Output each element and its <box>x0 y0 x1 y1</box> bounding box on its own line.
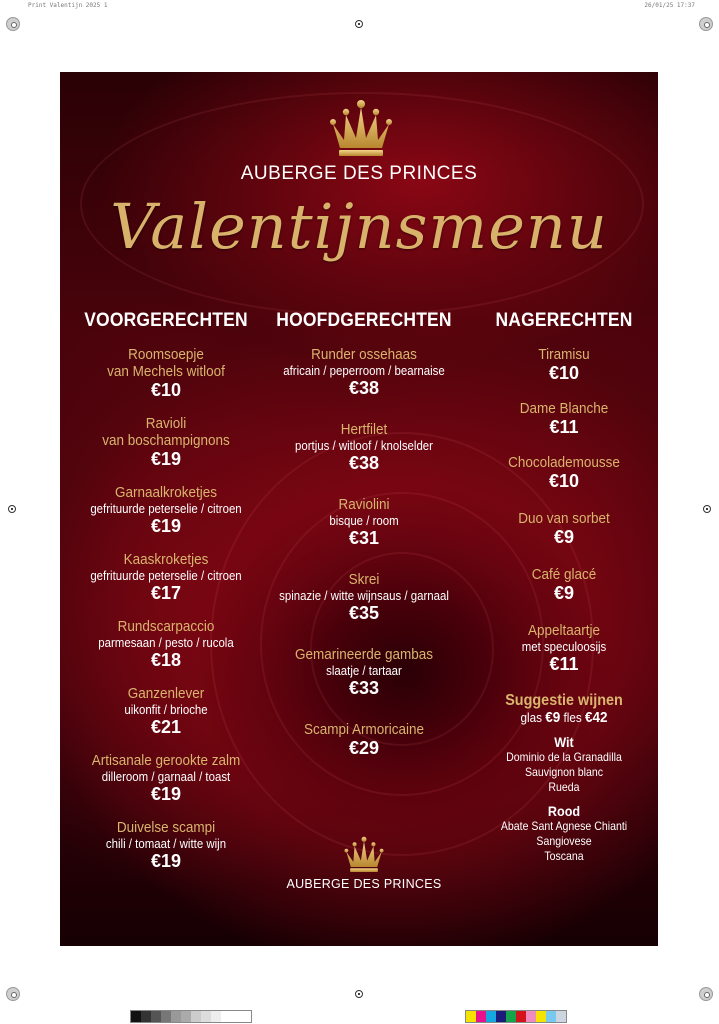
item-price: €11 <box>549 417 579 437</box>
page-title: Valentijnsmenu <box>110 190 608 263</box>
item-price: €10 <box>150 380 182 400</box>
menu-item <box>68 484 264 537</box>
menu-item <box>260 646 468 699</box>
item-price: €19 <box>150 784 182 804</box>
crop-dot-top <box>355 20 363 28</box>
wine-suggestion <box>464 691 658 864</box>
item-description: gefrituurde peterselie / citroen <box>90 501 242 516</box>
item-name: Scampi Armoricaine <box>303 721 425 738</box>
item-name: Runder ossehaas <box>311 346 417 363</box>
menu-item <box>260 721 468 759</box>
glass-price: €9 <box>545 709 561 726</box>
crop-dot-bottom <box>355 990 363 998</box>
menu-item <box>68 551 264 604</box>
column-voorgerechten <box>68 310 264 886</box>
crop-dot-right <box>703 505 711 513</box>
menu-item <box>464 566 658 604</box>
item-price: €11 <box>549 654 579 674</box>
wine-suggestion-title: Suggestie wijnen <box>505 692 623 709</box>
white-wine-line: Sauvignon blanc <box>524 765 604 779</box>
crop-dot-left <box>8 505 16 513</box>
white-wine-line: Dominio de la Granadilla <box>506 750 622 764</box>
item-description: slaatje / tartaar <box>326 663 402 678</box>
item-description: uikonfit / brioche <box>124 702 208 717</box>
item-price: €9 <box>553 583 575 603</box>
item-name: Duo van sorbet <box>518 510 610 527</box>
white-wine-line: Rueda <box>548 780 580 794</box>
item-name: Garnaalkroketjes <box>114 484 218 501</box>
item-name: Tiramisu <box>538 346 590 363</box>
item-price: €19 <box>150 449 182 469</box>
item-price: €19 <box>150 851 182 871</box>
brand-name-bottom: AUBERGE DES PRINCES <box>286 877 442 891</box>
menu-item <box>260 421 468 474</box>
menu-poster <box>60 72 658 946</box>
item-name: Artisanale gerookte zalm <box>91 752 241 769</box>
item-price: €10 <box>548 363 580 383</box>
item-name: Raviolini <box>338 496 390 513</box>
item-price: €9 <box>553 527 575 547</box>
crown-icon <box>326 98 396 160</box>
registration-mark-bottom-right <box>699 987 713 1001</box>
item-price: €38 <box>348 453 380 473</box>
item-name: Ganzenlever <box>127 685 205 702</box>
column-nagerechten <box>464 310 658 864</box>
red-wine-label: Rood <box>547 803 581 819</box>
item-name: Skrei <box>348 571 380 588</box>
item-name-line2: van boschampignons <box>102 432 230 449</box>
item-description: chili / tomaat / witte wijn <box>105 836 227 851</box>
item-price: €19 <box>150 516 182 536</box>
menu-item <box>464 510 658 548</box>
item-name: Hertfilet <box>340 421 388 438</box>
red-wine-line: Abate Sant Agnese Chianti <box>500 819 628 833</box>
menu-item <box>68 346 264 401</box>
menu-item <box>68 819 264 872</box>
glass-label: glas <box>520 710 542 725</box>
item-description: met speculoosijs <box>521 639 607 654</box>
item-name: Chocolademousse <box>508 454 620 471</box>
item-description: spinazie / witte wijnsaus / garnaal <box>279 588 449 603</box>
item-price: €21 <box>150 717 182 737</box>
item-price: €17 <box>150 583 182 603</box>
menu-item <box>464 454 658 492</box>
red-wine-line: Sangiovese <box>536 834 592 848</box>
item-name: Kaaskroketjes <box>123 551 209 568</box>
item-price: €10 <box>548 471 580 491</box>
registration-mark-top-right <box>699 17 713 31</box>
item-description: parmesaan / pesto / rucola <box>98 635 234 650</box>
item-description: gefrituurde peterselie / citroen <box>90 568 242 583</box>
crown-icon <box>342 835 386 875</box>
bottle-price: €42 <box>584 709 608 726</box>
item-name: Gemarineerde gambas <box>294 646 434 663</box>
item-name: Appeltaartje <box>527 622 601 639</box>
wine-prices <box>474 710 654 726</box>
item-price: €33 <box>348 678 380 698</box>
item-description: dilleroom / garnaal / toast <box>101 769 231 784</box>
print-header-left: Print Valentijn 2025 1 <box>28 2 108 9</box>
column-title: NAGERECHTEN <box>495 310 633 331</box>
item-name-line2: van Mechels witloof <box>107 363 225 380</box>
menu-item <box>260 571 468 624</box>
item-price: €38 <box>348 378 380 398</box>
menu-item <box>260 496 468 549</box>
red-wine-line: Toscana <box>544 849 584 863</box>
registration-mark-top-left <box>6 17 20 31</box>
registration-mark-bottom-left <box>6 987 20 1001</box>
item-price: €31 <box>348 528 380 548</box>
item-name: Duivelse scampi <box>116 819 216 836</box>
menu-item <box>68 618 264 671</box>
print-header-right: 26/01/25 17:37 <box>644 2 695 9</box>
menu-item <box>464 400 658 438</box>
item-name: Roomsoepje <box>128 346 204 363</box>
bottle-label: fles <box>563 710 582 725</box>
menu-item <box>68 752 264 805</box>
menu-item <box>464 346 658 384</box>
brand-name-top: AUBERGE DES PRINCES <box>240 163 478 184</box>
item-description: bisque / room <box>329 513 399 528</box>
item-name: Dame Blanche <box>519 400 609 417</box>
grayscale-strip <box>130 1010 252 1023</box>
item-name: Ravioli <box>145 415 187 432</box>
item-price: €35 <box>348 603 380 623</box>
item-name: Rundscarpaccio <box>117 618 215 635</box>
color-strip <box>465 1010 567 1023</box>
column-hoofdgerechten <box>260 310 468 773</box>
menu-item <box>260 346 468 399</box>
item-price: €29 <box>348 738 380 758</box>
white-wine-label: Wit <box>554 734 574 750</box>
menu-item <box>68 685 264 738</box>
item-price: €18 <box>150 650 182 670</box>
column-title: VOORGERECHTEN <box>84 310 248 331</box>
menu-item <box>68 415 264 470</box>
item-name: Café glacé <box>531 566 597 583</box>
item-description: portjus / witloof / knolselder <box>295 438 433 453</box>
item-description: africain / peperroom / bearnaise <box>283 363 445 378</box>
column-title: HOOFDGERECHTEN <box>276 310 452 331</box>
menu-item <box>464 622 658 675</box>
